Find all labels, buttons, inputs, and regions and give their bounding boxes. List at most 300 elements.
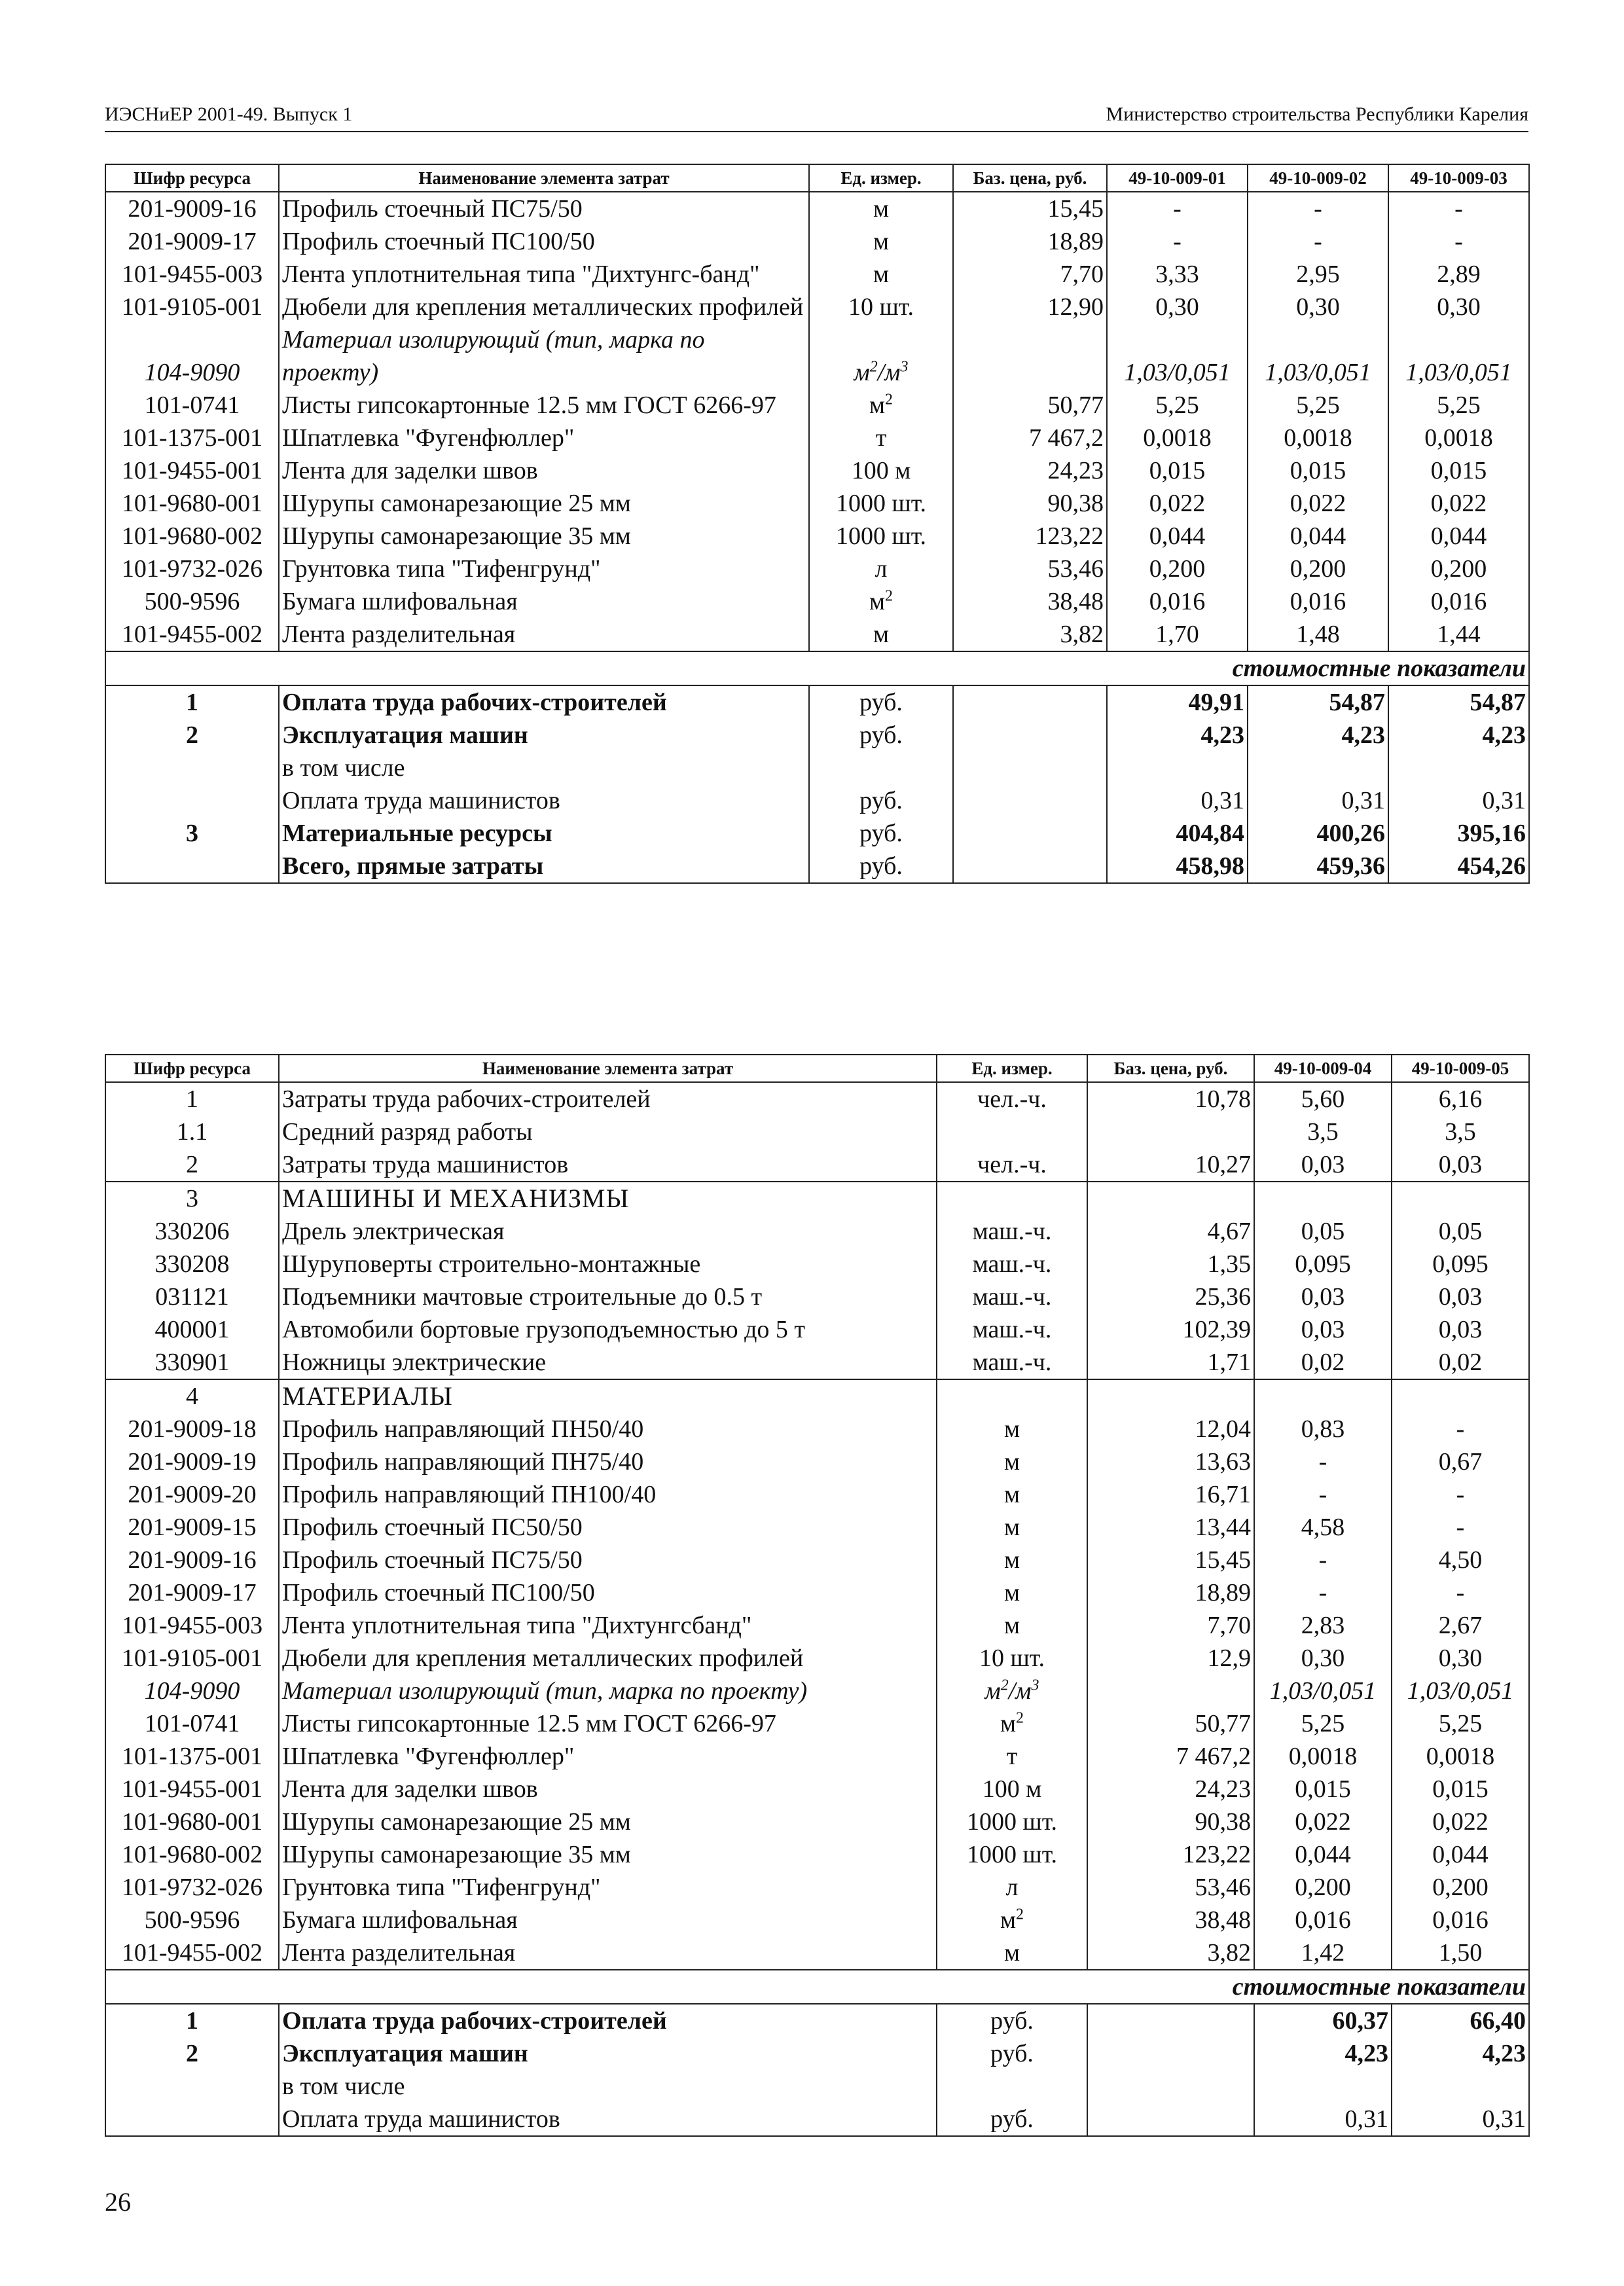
summary-name: Эксплуатация машин bbox=[279, 2037, 937, 2070]
unit-cell: маш.-ч. bbox=[937, 1280, 1087, 1313]
base-price: 10,78 bbox=[1087, 1082, 1254, 1116]
norm-value-3: 0,200 bbox=[1388, 553, 1529, 585]
resource-code: 4 bbox=[105, 1379, 279, 1413]
summary-unit: руб. bbox=[809, 784, 953, 817]
resource-name: Шурупы самонарезающие 25 мм bbox=[279, 487, 809, 520]
base-price: 3,82 bbox=[1087, 1936, 1254, 1970]
table-row bbox=[105, 1936, 1529, 1970]
table-row bbox=[105, 454, 1529, 487]
unit-cell: 1000 шт. bbox=[937, 1805, 1087, 1838]
summary-value-3: 54,87 bbox=[1388, 685, 1529, 719]
summary-code: 1 bbox=[105, 685, 279, 719]
resource-name: Лента для заделки швов bbox=[279, 454, 809, 487]
base-price: 50,77 bbox=[953, 389, 1107, 422]
resource-code: 1.1 bbox=[105, 1116, 279, 1148]
table-row bbox=[105, 1511, 1529, 1544]
norm-value-1: 5,60 bbox=[1254, 1082, 1392, 1116]
norm-value-2: 4,50 bbox=[1392, 1544, 1529, 1576]
resource-code: 201-9009-19 bbox=[105, 1445, 279, 1478]
unit-cell: м bbox=[809, 225, 953, 258]
col-header-code: Шифр ресурса bbox=[105, 1055, 279, 1082]
norm-value-1: - bbox=[1254, 1445, 1392, 1478]
unit-cell: т bbox=[937, 1740, 1087, 1773]
base-price: 90,38 bbox=[953, 487, 1107, 520]
summary-value-1: 458,98 bbox=[1107, 850, 1248, 883]
unit-text: м bbox=[1000, 1906, 1017, 1934]
resource-code: 101-9732-026 bbox=[105, 1871, 279, 1904]
resource-name: Грунтовка типа "Тифенгрунд" bbox=[279, 1871, 937, 1904]
resource-code: 201-9009-16 bbox=[105, 1544, 279, 1576]
norm-value-2: 1,03/0,051 bbox=[1248, 323, 1388, 389]
resource-name: Автомобили бортовые грузоподъемностью до 5 т bbox=[279, 1313, 937, 1346]
unit-cell bbox=[809, 585, 953, 618]
table-header-row bbox=[105, 164, 1529, 192]
resource-name: Лента уплотнительная типа "Дихтунгсбанд" bbox=[279, 1609, 937, 1642]
estimate-table-1 bbox=[105, 164, 1530, 884]
base-price: 4,67 bbox=[1087, 1215, 1254, 1248]
resource-name: Ножницы электрические bbox=[279, 1346, 937, 1379]
resource-code: 330901 bbox=[105, 1346, 279, 1379]
base-price: 12,04 bbox=[1087, 1413, 1254, 1445]
unit-cell: 1000 шт. bbox=[937, 1838, 1087, 1871]
summary-code bbox=[105, 2103, 279, 2136]
norm-value-1: - bbox=[1254, 1576, 1392, 1609]
unit-cell: м bbox=[809, 258, 953, 291]
base-price bbox=[1087, 1182, 1254, 1215]
summary-code: 2 bbox=[105, 719, 279, 752]
summary-price-empty bbox=[953, 784, 1107, 817]
resource-code: 201-9009-16 bbox=[105, 192, 279, 225]
norm-value-1: 0,016 bbox=[1107, 585, 1248, 618]
summary-row bbox=[105, 2103, 1529, 2136]
summary-price-empty bbox=[953, 817, 1107, 850]
unit-cell: л bbox=[809, 553, 953, 585]
norm-value-1: 5,25 bbox=[1107, 389, 1248, 422]
resource-name: Лента для заделки швов bbox=[279, 1773, 937, 1805]
section-heading: МАШИНЫ И МЕХАНИЗМЫ bbox=[279, 1182, 937, 1215]
unit-cell: м bbox=[937, 1413, 1087, 1445]
norm-value-1: 0,022 bbox=[1107, 487, 1248, 520]
summary-value-1: 0,31 bbox=[1107, 784, 1248, 817]
norm-value-2: 0,02 bbox=[1392, 1346, 1529, 1379]
table-row bbox=[105, 1707, 1529, 1740]
norm-value-1: 4,58 bbox=[1254, 1511, 1392, 1544]
table-row bbox=[105, 1576, 1529, 1609]
norm-value-2: 0,200 bbox=[1248, 553, 1388, 585]
resource-name: Бумага шлифовальная bbox=[279, 585, 809, 618]
unit-cell: 100 м bbox=[937, 1773, 1087, 1805]
unit-cell: м bbox=[937, 1609, 1087, 1642]
resource-name: Листы гипсокартонные 12.5 мм ГОСТ 6266-97 bbox=[279, 389, 809, 422]
resource-name: Лента уплотнительная типа "Дихтунгс-банд" bbox=[279, 258, 809, 291]
resource-code: 101-1375-001 bbox=[105, 1740, 279, 1773]
summary-name: в том числе bbox=[279, 2070, 937, 2103]
table-row bbox=[105, 1182, 1529, 1215]
resource-code: 201-9009-17 bbox=[105, 225, 279, 258]
base-price: 102,39 bbox=[1087, 1313, 1254, 1346]
norm-value-1: 1,03/0,051 bbox=[1107, 323, 1248, 389]
table-row bbox=[105, 1148, 1529, 1182]
summary-price-empty bbox=[953, 752, 1107, 784]
unit-exponent-2: 3 bbox=[900, 358, 909, 376]
resource-name: Затраты труда машинистов bbox=[279, 1148, 937, 1182]
norm-value-3: 0,022 bbox=[1388, 487, 1529, 520]
summary-value-1: 49,91 bbox=[1107, 685, 1248, 719]
unit-exponent: 2 bbox=[869, 358, 878, 376]
resource-code: 201-9009-18 bbox=[105, 1413, 279, 1445]
resource-name: Лента разделительная bbox=[279, 1936, 937, 1970]
summary-price-empty bbox=[953, 719, 1107, 752]
cost-indicators-caption: стоимостные показатели bbox=[105, 1970, 1529, 2004]
summary-name: Эксплуатация машин bbox=[279, 719, 809, 752]
col-header-norm-2: 49-10-009-02 bbox=[1248, 164, 1388, 192]
norm-value-2: 0,0018 bbox=[1392, 1740, 1529, 1773]
norm-value-2: 5,25 bbox=[1248, 389, 1388, 422]
norm-value-1: 0,200 bbox=[1254, 1871, 1392, 1904]
unit-cell: м bbox=[937, 1576, 1087, 1609]
summary-code bbox=[105, 850, 279, 883]
unit-text: м bbox=[854, 359, 870, 386]
summary-unit: руб. bbox=[937, 2037, 1087, 2070]
resource-name: Шуруповерты строительно-монтажные bbox=[279, 1248, 937, 1280]
norm-value-1: 0,03 bbox=[1254, 1313, 1392, 1346]
base-price: 16,71 bbox=[1087, 1478, 1254, 1511]
resource-name: Бумага шлифовальная bbox=[279, 1904, 937, 1936]
norm-value-1: - bbox=[1254, 1478, 1392, 1511]
norm-value-3: 5,25 bbox=[1388, 389, 1529, 422]
norm-value-2: - bbox=[1392, 1576, 1529, 1609]
norm-value-3: 0,0018 bbox=[1388, 422, 1529, 454]
norm-value-2: 3,5 bbox=[1392, 1116, 1529, 1148]
resource-name: Профиль стоечный ПС50/50 bbox=[279, 1511, 937, 1544]
table-row bbox=[105, 1346, 1529, 1379]
resource-name: Материал изолирующий (тип, марка по проекту) bbox=[279, 1675, 937, 1707]
resource-code: 101-9455-003 bbox=[105, 258, 279, 291]
col-header-norm-5: 49-10-009-05 bbox=[1392, 1055, 1529, 1082]
summary-row bbox=[105, 2070, 1529, 2103]
norm-value-2 bbox=[1392, 1379, 1529, 1413]
resource-code: 101-9680-001 bbox=[105, 1805, 279, 1838]
summary-price-empty bbox=[1087, 2070, 1254, 2103]
norm-value-3: 2,89 bbox=[1388, 258, 1529, 291]
resource-name: Шпатлевка "Фугенфюллер" bbox=[279, 422, 809, 454]
norm-value-2: 0,016 bbox=[1392, 1904, 1529, 1936]
norm-value-2: 0,015 bbox=[1392, 1773, 1529, 1805]
resource-name: Профиль стоечный ПС100/50 bbox=[279, 1576, 937, 1609]
unit-exponent: 2 bbox=[885, 391, 893, 408]
norm-value-2: 5,25 bbox=[1392, 1707, 1529, 1740]
table-2-body bbox=[105, 1082, 1529, 1970]
unit-cell: маш.-ч. bbox=[937, 1215, 1087, 1248]
table-row bbox=[105, 225, 1529, 258]
unit-exponent: 2 bbox=[1016, 1709, 1024, 1727]
base-price: 18,89 bbox=[953, 225, 1107, 258]
summary-value-1: 0,31 bbox=[1254, 2103, 1392, 2136]
summary-code bbox=[105, 784, 279, 817]
norm-value-2: 0,022 bbox=[1248, 487, 1388, 520]
unit-text: м bbox=[984, 1677, 1001, 1705]
table-row bbox=[105, 1313, 1529, 1346]
norm-value-1: - bbox=[1107, 225, 1248, 258]
table-row bbox=[105, 1609, 1529, 1642]
resource-code: 101-9105-001 bbox=[105, 291, 279, 323]
resource-code: 101-9680-002 bbox=[105, 520, 279, 553]
norm-value-3: 1,03/0,051 bbox=[1388, 323, 1529, 389]
resource-code: 104-9090 bbox=[105, 323, 279, 389]
base-price: 7 467,2 bbox=[1087, 1740, 1254, 1773]
unit-cell: м bbox=[937, 1544, 1087, 1576]
table-row bbox=[105, 1642, 1529, 1675]
resource-code: 101-9455-001 bbox=[105, 454, 279, 487]
unit-text-tail: /м bbox=[877, 359, 901, 386]
table-row bbox=[105, 1116, 1529, 1148]
norm-value-2: 0,0018 bbox=[1248, 422, 1388, 454]
norm-value-1: 0,30 bbox=[1254, 1642, 1392, 1675]
base-price bbox=[1087, 1116, 1254, 1148]
norm-value-2: - bbox=[1392, 1511, 1529, 1544]
table-row bbox=[105, 1280, 1529, 1313]
resource-name: Подъемники мачтовые строительные до 0.5 т bbox=[279, 1280, 937, 1313]
unit-text: м bbox=[869, 588, 886, 615]
summary-name: Оплата труда рабочих-строителей bbox=[279, 685, 809, 719]
unit-cell: л bbox=[937, 1871, 1087, 1904]
norm-value-2: - bbox=[1392, 1413, 1529, 1445]
table-row bbox=[105, 487, 1529, 520]
summary-name: Оплата труда машинистов bbox=[279, 784, 809, 817]
norm-value-3: 0,30 bbox=[1388, 291, 1529, 323]
summary-row bbox=[105, 784, 1529, 817]
table-row bbox=[105, 1805, 1529, 1838]
base-price: 13,63 bbox=[1087, 1445, 1254, 1478]
summary-code bbox=[105, 752, 279, 784]
resource-code: 201-9009-15 bbox=[105, 1511, 279, 1544]
base-price: 38,48 bbox=[953, 585, 1107, 618]
summary-value-3: 4,23 bbox=[1388, 719, 1529, 752]
base-price: 13,44 bbox=[1087, 1511, 1254, 1544]
summary-row bbox=[105, 752, 1529, 784]
summary-value-2: 400,26 bbox=[1248, 817, 1388, 850]
unit-cell: м bbox=[809, 192, 953, 225]
resource-code: 104-9090 bbox=[105, 1675, 279, 1707]
unit-cell: чел.-ч. bbox=[937, 1148, 1087, 1182]
norm-value-2: 0,044 bbox=[1248, 520, 1388, 553]
resource-code: 2 bbox=[105, 1148, 279, 1182]
norm-value-1: 0,05 bbox=[1254, 1215, 1392, 1248]
norm-value-1 bbox=[1254, 1379, 1392, 1413]
resource-name: Профиль направляющий ПН50/40 bbox=[279, 1413, 937, 1445]
table-row bbox=[105, 1215, 1529, 1248]
norm-value-3: 0,044 bbox=[1388, 520, 1529, 553]
summary-value-3: 395,16 bbox=[1388, 817, 1529, 850]
base-price: 1,35 bbox=[1087, 1248, 1254, 1280]
page-header bbox=[105, 98, 1528, 132]
summary-value-2: 0,31 bbox=[1248, 784, 1388, 817]
table-row bbox=[105, 1248, 1529, 1280]
resource-code: 500-9596 bbox=[105, 1904, 279, 1936]
resource-name: Дрель электрическая bbox=[279, 1215, 937, 1248]
document-title: ИЭСНиЕР 2001-49. Выпуск 1 bbox=[105, 103, 353, 125]
summary-row bbox=[105, 850, 1529, 883]
norm-value-2: 0,015 bbox=[1248, 454, 1388, 487]
table-row bbox=[105, 585, 1529, 618]
resource-name: Листы гипсокартонные 12.5 мм ГОСТ 6266-97 bbox=[279, 1707, 937, 1740]
table-row bbox=[105, 1379, 1529, 1413]
norm-value-2: 0,67 bbox=[1392, 1445, 1529, 1478]
norm-value-2: 2,67 bbox=[1392, 1609, 1529, 1642]
unit-cell: м bbox=[809, 618, 953, 651]
unit-cell: м bbox=[937, 1478, 1087, 1511]
summary-value-1: 4,23 bbox=[1107, 719, 1248, 752]
unit-cell: м bbox=[937, 1936, 1087, 1970]
unit-cell: чел.-ч. bbox=[937, 1082, 1087, 1116]
summary-unit: руб. bbox=[937, 2004, 1087, 2037]
norm-value-2: 0,095 bbox=[1392, 1248, 1529, 1280]
norm-value-2 bbox=[1392, 1182, 1529, 1215]
table-row bbox=[105, 1904, 1529, 1936]
resource-code: 500-9596 bbox=[105, 585, 279, 618]
base-price bbox=[1087, 1675, 1254, 1707]
table-row bbox=[105, 1675, 1529, 1707]
resource-code: 101-9732-026 bbox=[105, 553, 279, 585]
base-price bbox=[1087, 1379, 1254, 1413]
section-heading: МАТЕРИАЛЫ bbox=[279, 1379, 937, 1413]
norm-value-1: 2,83 bbox=[1254, 1609, 1392, 1642]
unit-text: м bbox=[1000, 1710, 1017, 1737]
summary-unit: руб. bbox=[809, 850, 953, 883]
base-price: 15,45 bbox=[1087, 1544, 1254, 1576]
norm-value-2: 0,05 bbox=[1392, 1215, 1529, 1248]
resource-name: Профиль направляющий ПН100/40 bbox=[279, 1478, 937, 1511]
norm-value-2: 0,03 bbox=[1392, 1313, 1529, 1346]
base-price: 123,22 bbox=[953, 520, 1107, 553]
base-price: 53,46 bbox=[953, 553, 1107, 585]
summary-value-2: 66,40 bbox=[1392, 2004, 1529, 2037]
summary-price-empty bbox=[953, 685, 1107, 719]
norm-value-1: 0,015 bbox=[1107, 454, 1248, 487]
base-price bbox=[953, 323, 1107, 389]
norm-value-1: 0,02 bbox=[1254, 1346, 1392, 1379]
summary-row bbox=[105, 2037, 1529, 2070]
cost-indicators-caption: стоимостные показатели bbox=[105, 651, 1529, 685]
summary-value-1 bbox=[1254, 2070, 1392, 2103]
table-row bbox=[105, 1445, 1529, 1478]
col-header-unit: Ед. измер. bbox=[809, 164, 953, 192]
col-header-norm-4: 49-10-009-04 bbox=[1254, 1055, 1392, 1082]
summary-code: 2 bbox=[105, 2037, 279, 2070]
norm-value-2: 0,30 bbox=[1248, 291, 1388, 323]
unit-cell: маш.-ч. bbox=[937, 1313, 1087, 1346]
table-row bbox=[105, 422, 1529, 454]
unit-cell bbox=[937, 1707, 1087, 1740]
norm-value-2: 0,022 bbox=[1392, 1805, 1529, 1838]
summary-row bbox=[105, 817, 1529, 850]
resource-name: Грунтовка типа "Тифенгрунд" bbox=[279, 553, 809, 585]
norm-value-2: 2,95 bbox=[1248, 258, 1388, 291]
table-row bbox=[105, 553, 1529, 585]
norm-value-1: 0,095 bbox=[1254, 1248, 1392, 1280]
norm-value-1: 0,0018 bbox=[1254, 1740, 1392, 1773]
resource-code: 101-0741 bbox=[105, 389, 279, 422]
summary-unit: руб. bbox=[809, 719, 953, 752]
resource-code: 101-9455-001 bbox=[105, 1773, 279, 1805]
resource-name: Дюбели для крепления металлических профилей bbox=[279, 291, 809, 323]
table-row bbox=[105, 1838, 1529, 1871]
col-header-code: Шифр ресурса bbox=[105, 164, 279, 192]
summary-value-2: 4,23 bbox=[1248, 719, 1388, 752]
caption-row bbox=[105, 651, 1529, 685]
table-row bbox=[105, 618, 1529, 651]
base-price: 38,48 bbox=[1087, 1904, 1254, 1936]
norm-value-3: - bbox=[1388, 192, 1529, 225]
norm-value-2: - bbox=[1248, 225, 1388, 258]
summary-value-1: 4,23 bbox=[1254, 2037, 1392, 2070]
resource-code: 031121 bbox=[105, 1280, 279, 1313]
norm-value-2: 1,03/0,051 bbox=[1392, 1675, 1529, 1707]
norm-value-1: 0,03 bbox=[1254, 1280, 1392, 1313]
summary-price-empty bbox=[1087, 2004, 1254, 2037]
summary-value-3: 454,26 bbox=[1388, 850, 1529, 883]
summary-name: Оплата труда рабочих-строителей bbox=[279, 2004, 937, 2037]
summary-value-3 bbox=[1388, 752, 1529, 784]
base-price: 53,46 bbox=[1087, 1871, 1254, 1904]
base-price: 3,82 bbox=[953, 618, 1107, 651]
resource-code: 400001 bbox=[105, 1313, 279, 1346]
base-price: 24,23 bbox=[1087, 1773, 1254, 1805]
table-row bbox=[105, 1082, 1529, 1116]
summary-row bbox=[105, 719, 1529, 752]
base-price: 12,9 bbox=[1087, 1642, 1254, 1675]
norm-value-1: 1,03/0,051 bbox=[1254, 1675, 1392, 1707]
norm-value-3: 1,44 bbox=[1388, 618, 1529, 651]
table-row bbox=[105, 389, 1529, 422]
norm-value-1: 3,33 bbox=[1107, 258, 1248, 291]
norm-value-3: 0,015 bbox=[1388, 454, 1529, 487]
summary-code: 1 bbox=[105, 2004, 279, 2037]
summary-value-2: 54,87 bbox=[1248, 685, 1388, 719]
unit-cell: маш.-ч. bbox=[937, 1346, 1087, 1379]
summary-unit: руб. bbox=[809, 685, 953, 719]
unit-cell: маш.-ч. bbox=[937, 1248, 1087, 1280]
summary-unit: руб. bbox=[809, 817, 953, 850]
unit-cell: 1000 шт. bbox=[809, 487, 953, 520]
summary-row bbox=[105, 685, 1529, 719]
resource-code: 201-9009-20 bbox=[105, 1478, 279, 1511]
summary-name: Оплата труда машинистов bbox=[279, 2103, 937, 2136]
summary-code bbox=[105, 2070, 279, 2103]
unit-cell: 10 шт. bbox=[809, 291, 953, 323]
table-row bbox=[105, 1413, 1529, 1445]
norm-value-3: 0,016 bbox=[1388, 585, 1529, 618]
norm-value-1: 0,03 bbox=[1254, 1148, 1392, 1182]
table-row bbox=[105, 291, 1529, 323]
norm-value-2: 0,03 bbox=[1392, 1148, 1529, 1182]
table-row bbox=[105, 1478, 1529, 1511]
table-2-summary bbox=[105, 1970, 1529, 2136]
col-header-norm-3: 49-10-009-03 bbox=[1388, 164, 1529, 192]
resource-code: 101-9680-001 bbox=[105, 487, 279, 520]
norm-value-1 bbox=[1254, 1182, 1392, 1215]
table-row bbox=[105, 192, 1529, 225]
norm-value-1: 1,42 bbox=[1254, 1936, 1392, 1970]
summary-value-2: 0,31 bbox=[1392, 2103, 1529, 2136]
unit-cell: 10 шт. bbox=[937, 1642, 1087, 1675]
base-price: 7 467,2 bbox=[953, 422, 1107, 454]
base-price: 123,22 bbox=[1087, 1838, 1254, 1871]
resource-name: Профиль стоечный ПС75/50 bbox=[279, 192, 809, 225]
norm-value-2: - bbox=[1248, 192, 1388, 225]
base-price: 18,89 bbox=[1087, 1576, 1254, 1609]
norm-value-1: 3,5 bbox=[1254, 1116, 1392, 1148]
